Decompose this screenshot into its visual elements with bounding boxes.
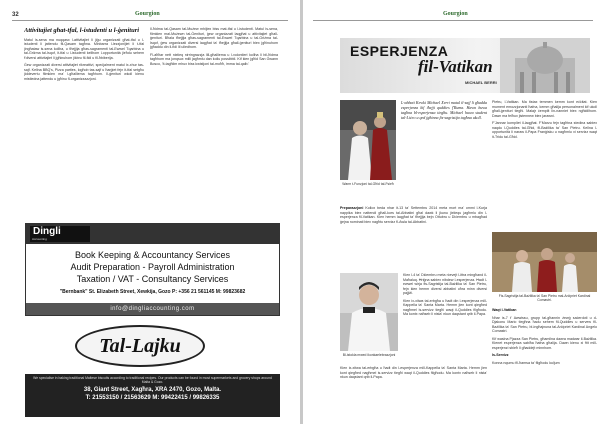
tal-lajku-name: Tal-Lajku — [99, 335, 181, 357]
article-paragraph: Fl-aħħar nett nixtieq nirringrazzja lill-għalliema u l-volontieri kollha li bil-ħidma tagħhom ma jonqsux milli jagħmlu dan kollu possibbli. Kif kien jgħid San Ġwann Bosco, 'it-tagħlim mhux biss kwistjoni tal-moħħ, imma tal-qalb.' — [150, 52, 278, 66]
brand-logo: Gourgion — [443, 11, 468, 17]
dingli-address: "Bernbank" St. Elizabeth Street, Xewkija, Gozo P: +356 21 561145 M: 99823682 — [59, 289, 246, 295]
article-paragraph: Kien l-4 ta' Diċembru meta rċevejt l-ittra mingħand il-Maħaluq. Ħriġna sabiex nibdew l-esperjenza. Ħadt l-ewwel wirja fis-Sagristija tal-Bażilika ta' San Pietru, fejn kien hemm diversi abbatini oħra minn diversi pajjiżi. — [403, 273, 487, 295]
tal-lajku-info-strip — [25, 374, 280, 417]
brand-logo: Gourgion — [135, 11, 160, 17]
article-column-2 — [150, 27, 278, 217]
dingli-service-line: Audit Preparation - Payroll Administration — [70, 262, 235, 272]
section-heading: Is-Servizz — [492, 353, 509, 357]
article-byline: MICHAEL BERRI — [465, 80, 497, 85]
article-body-col2 — [492, 100, 597, 228]
article-paragraph — [492, 353, 597, 358]
dingli-service-line: Taxation / VAT - Consultancy Services — [76, 274, 229, 284]
article-title: Attivitajiet għat-tfal, l-istudenti u l-ġenituri — [24, 27, 140, 34]
article-paragraph: Matul is-sena ma nuqqasx l-attivitajiet li jiġu organizzati għat-tfal u l-istudenti li jattendu fil-Qasam tagħna. Minbarra l-lezzjonijiet li t-tfal jingħataw is-sena kollha, u tħejjija għas-sagramenti tal-Ewwel Tqarbina u tal-Griżma tal-Isqof, it-tfal u l-istudenti kellhom l-opportunità jieħdu sehem f'diversi attivitajiet li jgħinuhom jikbru fil-fidi u fil-ħbiberija. — [24, 37, 144, 60]
photo-sacristy — [492, 232, 597, 292]
dingli-website: info@dingliaccounting.com — [26, 303, 279, 315]
article-text: Kollox beda nhar it-13 ta' Settembru 2014 meta mort ma' ommi l-Kurja nappika biex nattendi għall-kors tal-Abbatini għal dawk li jkunu jixtiequ jagħmlu din l-esperjenza fil-Vatikan. Kien hemm laqgħat ta' tħejjija bejn Ottubru u Diċembru u mbagħad ġejna nominati biex nagħtu servizz fl-Awla tal-Abbatini. — [340, 206, 487, 224]
photo-altar-server-2 — [340, 273, 398, 351]
article-body-col1 — [340, 206, 487, 270]
basilica-image — [500, 38, 590, 93]
dingli-logo-sub: Accounting — [32, 237, 47, 241]
article-paragraph: Nhar is-7 t' Awwissu, grupp tal-għannin żewġ saċerdoti u d-Djakonu Mario tiegħna ħadu sehem fil-Quddies u servew fil-Bażilika ta' San Pietru, bl-ingħajnuna tal-Arċipriet Kardinal Angelo Comastri. — [492, 315, 597, 333]
section-heading: Waqt l-Vatikan — [492, 308, 517, 312]
article-body-col2b — [492, 308, 597, 420]
dingli-logo: Dingli — [30, 226, 90, 242]
article-paragraph: Konna nqumu fil-ħamsa ta' filgħodu kuljum — [492, 360, 560, 365]
article-intro: L-abbati Kewki Michael Xerri matul il-sajf li għadda esperjenza kif iħejji quddies f'Ruma. Hawn huwa tagħna bl-esperjenza tiegħu. Michael huwa student tal-Liċeo u qed jgħinna fis-sagristija tagħna ukoll. — [401, 100, 487, 120]
article-body-col1b — [403, 273, 487, 363]
page-number: 32 — [12, 12, 19, 18]
photo-caption: Fis-Sagristija tal-Bażilika ta' San Pietru mal-Arċipriet Kardinal Comastri. — [498, 294, 591, 302]
article-paragraph — [340, 206, 487, 224]
header-rule — [12, 20, 288, 21]
tal-lajku-tagline: We specialise in baking traditional Maltese biscuits according to traditional recipes. Our products can be found in most supermarkets and grocery shops around Malta & Gozo. — [33, 376, 272, 384]
photo-altar-server-1 — [340, 100, 396, 180]
article-header-banner — [340, 38, 590, 93]
dingli-advert — [25, 223, 280, 316]
article-paragraph: Kif waslna Pjazza San Pietru, għamilna dawra madwar il-Bażilika. Kienet esperjenza sabiħa ħafna għalija. Dawn kienu xi ftit mill-esperjenzi sbieħ li għaddejt minnhom. — [492, 336, 597, 350]
article-column-1 — [24, 27, 144, 217]
article-paragraph: Il-ħidma tal-Qasam tal-Mużew mhijiex biss mat-tfal u l-istudenti. Matul is-sena, flimkien mal-Mużewn tal-Ġenituri, ġew organizzati laqgħat u attivitajiet għall-ġenituri. Bħala tħejjija għas-sagramenti tal-Ewwel Tqarbina u tal-Griżma tal-Isqof, ġew organizzati diversi laqgħat ta' tħejjija għall-ġenituri biex jgħinuhom jgħaddu din il-fidi lil uliedhom. — [150, 27, 278, 49]
article-title: ESPERJENZA — [350, 43, 449, 59]
tal-lajku-logo — [75, 325, 205, 367]
article-paragraph: F'Jannar kompliet il-laqgħat. F'Marzu fejn tagħtna stedina sabiex naqdu l-Quddies tal-Għid, fil-Bażilika ta' San Pietru. Kellna l-opportunità li naraw il-Papa Franġisku u nagħmlu xi servizz waqt it-Tridu tal-Għid. — [492, 121, 597, 139]
article-paragraph: Ġew organizzati diversi attivitajiet rikreattivi, speċjalment matul ix-xhur tas-sajf. Kellna BBQ's, Pizza parties, logħob tas-sajf u ħarġiet fejn it-tfal setgħu jiddevertu flimkien ma' l-għalliema tagħhom. Il-ġenituri wkoll kienu mistiedna jattendu u jgħinu fl-organizzazzjoni. — [24, 63, 144, 81]
article-paragraph — [492, 308, 597, 313]
article-paragraph: Kien ix-xitwa tal-erbgħa u ħadt din l-esperjenza mill-Kappella ta' Santa Marta. Hemm jien kont qiegħed nagħmel is-servizz tiegħi waqt il-Quddies filgħodu. Ma kontx naħseb li nista' nkun daqstant qrib il-Papa. — [403, 298, 487, 316]
tal-lajku-address: 38, Giant Street, Xagħra, XRA 2470, Gozo, Malta. — [83, 387, 222, 393]
dingli-banner — [26, 224, 279, 244]
tal-lajku-phones: T: 21553150 / 21563629 M: 99422415 / 99826335 — [85, 395, 220, 401]
article-paragraph: Pietru, l-Vatikan. Ma tistax temmen kemm kont eċċitat. Kien mument emozzjonanti ħafna, kemm għalija personalment kif ukoll għall-ġenituri tiegħi. Malajr ċempilt lin-nanniet biex ngħidilhom. Dawn ma felħux jistennew biex jarawni. — [492, 100, 597, 118]
header-rule — [313, 20, 593, 21]
article-paragraph: Kien ix-xitwa tal-erbgħa u ħadt din l-esperjenza mill-Kappella ta' Santa Marta. Hemm jien kont qiegħed nagħmel is-servizz tiegħi waqt il-Quddies filgħodu. Ma kontx naħseb li nista' nkun daqstant qrib il-Papa. — [340, 366, 487, 379]
photo-caption: Warm t-Funzjoni tal-Għid tal-Fsieħ — [342, 182, 394, 186]
photo-caption: Bl-istokla mwed ikonkaelebrazzjoni — [342, 353, 396, 357]
dingli-service-line: Book Keeping & Accountancy Services — [74, 250, 231, 260]
tal-lajku-advert — [25, 322, 280, 417]
article-body-col1c — [340, 366, 487, 418]
section-heading: Preparazzjoni — [340, 206, 364, 210]
article-subtitle: fil-Vatikan — [418, 57, 493, 76]
right-page — [303, 0, 600, 424]
